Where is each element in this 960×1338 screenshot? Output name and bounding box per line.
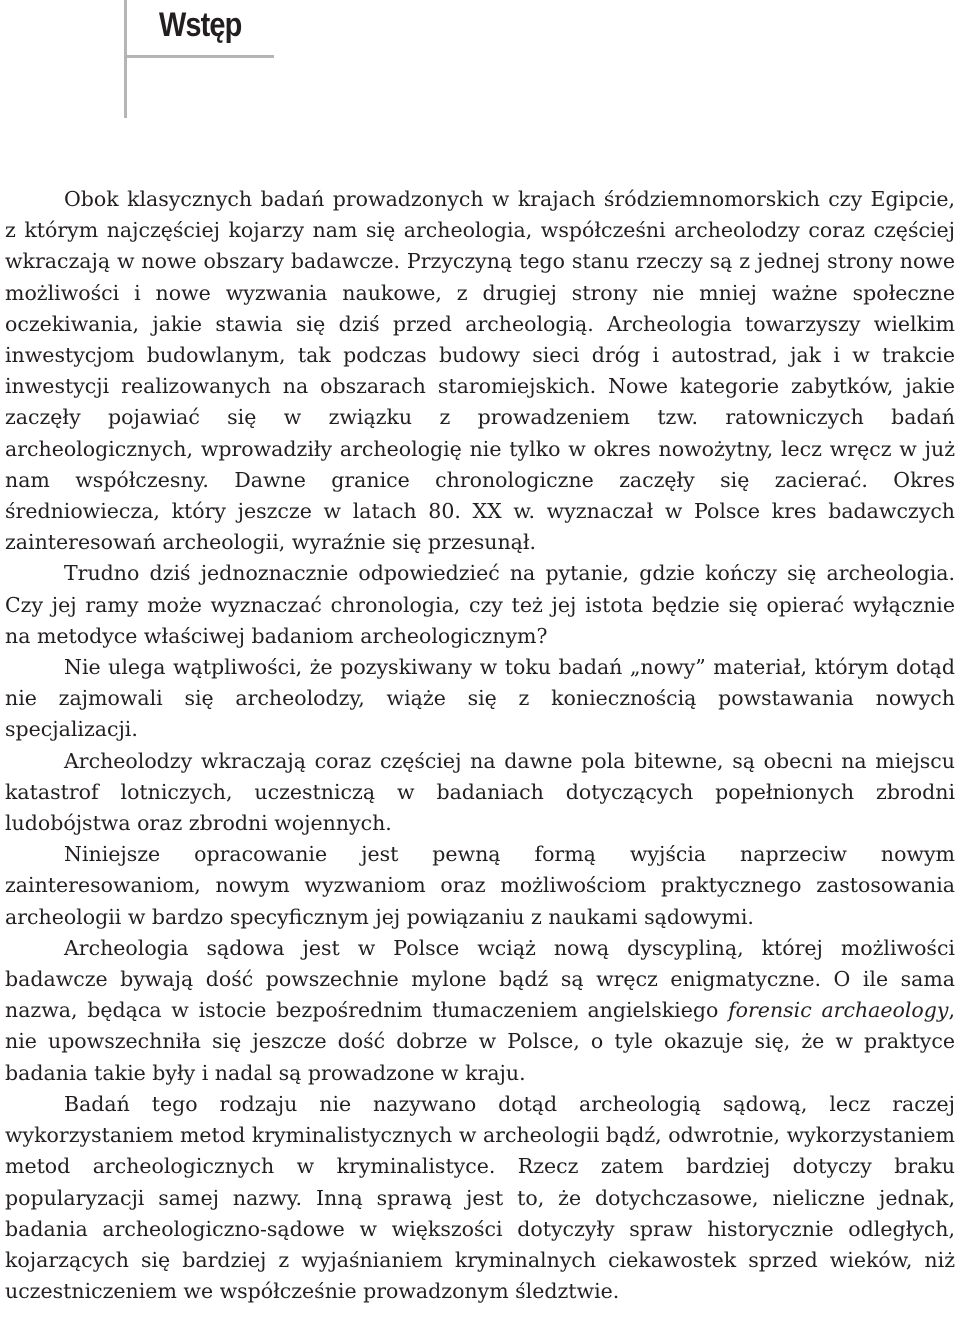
paragraph-6-after: , nie upowszechniła się jeszcze dość dobrze w Polsce, o tyle okazuje się, że w praktyce badania takie były i nadal są prowadzone w kraju. [5,998,955,1085]
paragraph-1: Obok klasycznych badań prowadzonych w krajach śródziemnomorskich czy Egipcie, z którym najczęściej kojarzy nam się archeologia, współcześni archeolodzy coraz częściej wkraczają w nowe obszary badawcze. Przyczyną tego stanu rzeczy są z jednej strony nowe możliwości i nowe wyzwania naukowe, z drugiej strony nie mniej ważne społeczne oczekiwania, jakie stawia się dziś przed archeologią. Archeologia towarzyszy wielkim inwestycjom budowlanym, tak podczas budowy sieci dróg i autostrad, jak i w trakcie inwestycji realizowanych na obszarach staromiejskich. Nowe kategorie zabytków, jakie zaczęły pojawiać się w związku z prowadzeniem tzw. ratowniczych badań archeologicznych, wprowadziły archeologię nie tylko w okres nowożytny, lecz wręcz w już nam współczesny. Dawne granice chronologiczne zaczęły się zacierać. Okres średniowiecza, który jeszcze w latach 80. XX w. wyznaczał w Polsce kres badawczych zainteresowań archeologii, wyraźnie się przesunął. [5,187,955,555]
forensic-archaeology-term: forensic archaeology [728,998,949,1023]
header-horizontal-rule [124,55,274,58]
header-vertical-rule [124,0,127,118]
paragraph-6 [5,933,955,1089]
paragraph-5: Niniejsze opracowanie jest pewną formą wyjścia naprzeciw nowym zainteresowaniom, nowym wyzwaniom oraz możliwościom praktycznego zastosowania archeologii w bardzo specyficznym jej powiązaniu z naukami sądowymi. [5,842,955,929]
paragraph-7: Badań tego rodzaju nie nazywano dotąd archeologią sądową, lecz raczej wykorzystaniem metod kryminalistycznych w archeologii bądź, odwrotnie, wykorzystaniem metod archeologicznych w kryminalistyce. Rzecz zatem bardziej dotyczy braku popularyzacji samej nazwy. Inną sprawą jest to, że dotychczasowe, nieliczne jednak, badania archeologiczno-sądowe w większości dotyczyły spraw historycznie odległych, kojarzących się bardziej z wyjaśnianiem kryminalnych ciekawostek sprzed wieków, niż uczestniczeniem we współcześnie prowadzonym śledztwie. [5,1091,955,1304]
chapter-title: Wstęp [159,6,242,44]
paragraph-3: Nie ulega wątpliwości, że pozyskiwany w toku badań „nowy” materiał, którym dotąd nie zajmowali się archeolodzy, wiąże się z koniecznością powstawania nowych specjalizacji. [5,655,955,742]
paragraph-6-before: Archeologia sądowa jest w Polsce wciąż nową dyscypliną, której możliwości badawcze bywają dość powszechnie mylone bądź są wręcz enigmatyczne. O ile sama nazwa, będąca w istocie bezpośrednim tłumaczeniem angielskiego [5,935,955,1023]
paragraph-4: Archeolodzy wkraczają coraz częściej na dawne pola bitewne, są obecni na miejscu katastrof lotniczych, uczestniczą w badaniach dotyczących popełnionych zbrodni ludobójstwa oraz zbrodni wojennych. [5,748,955,836]
paragraph-2: Trudno dziś jednoznacznie odpowiedzieć na pytanie, gdzie kończy się archeologia. Czy jej ramy może wyznaczać chronologia, czy też jej istota będzie się opierać wyłącznie na metodyce właściwej badaniom archeologicznym? [5,561,955,648]
body-text [5,184,955,1307]
